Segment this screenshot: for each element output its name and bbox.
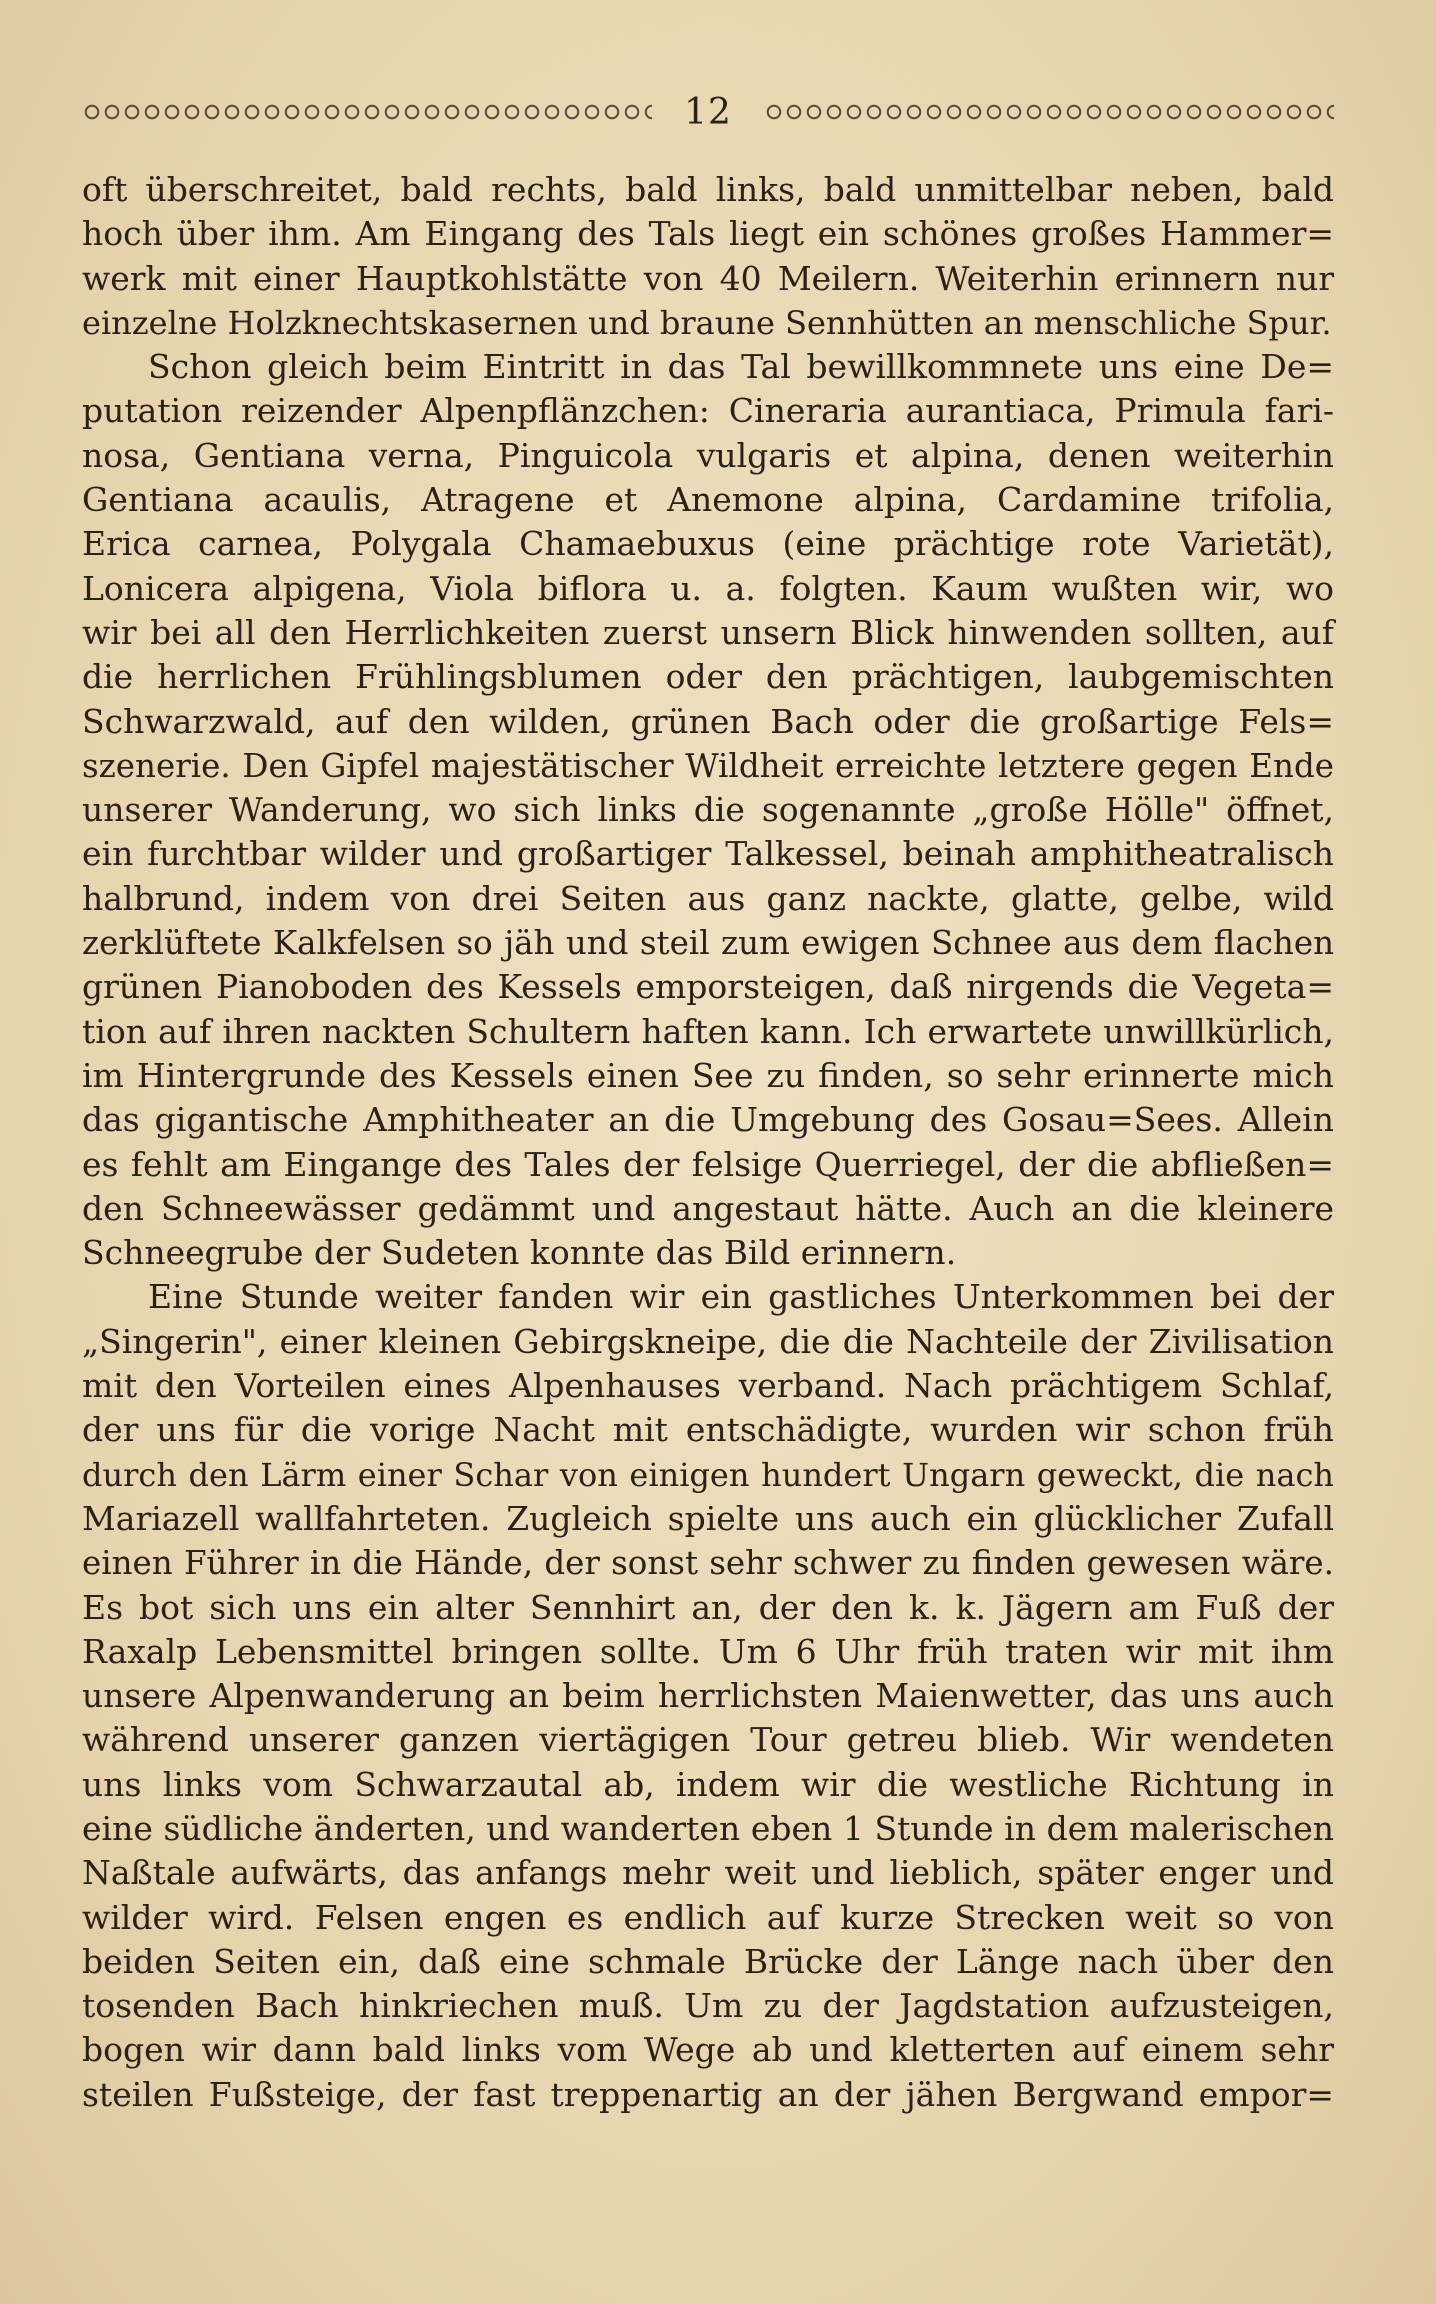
text-line: es fehlt am Eingange des Tales der felsige Querriegel, der die abfließen=	[82, 1144, 1334, 1184]
running-header	[82, 92, 1334, 132]
text-line: oft überschreitet, bald rechts, bald links, bald unmittelbar neben, bald	[82, 170, 1334, 209]
text-line: eine südliche änderten, und wanderten eben 1 Stunde in dem malerischen	[82, 1808, 1334, 1848]
text-line: werk mit einer Hauptkohlstätte von 40 Meilern. Weiterhin erinnern nur	[82, 258, 1334, 298]
text-line: einzelne Holzknechtskasernen und braune Sennhütten an menschliche Spur.	[82, 303, 1332, 342]
text-line: Gentiana acaulis, Atragene et Anemone alpina, Cardamine trifolia,	[82, 480, 1334, 520]
text-line: einen Führer in die Hände, der sonst sehr schwer zu finden gewesen wäre.	[82, 1544, 1334, 1583]
text-line: putation reizender Alpenpflänzchen: Cineraria aurantiaca, Primula fari-	[82, 391, 1334, 431]
text-line: Erica carnea, Polygala Chamaebuxus (eine prächtige rote Varietät),	[82, 524, 1334, 564]
text-line: der uns für die vorige Nacht mit entschädigte, wurden wir schon früh	[82, 1410, 1334, 1450]
text-line: Lonicera alpigena, Viola biflora u. a. folgten. Kaum wußten wir, wo	[82, 568, 1334, 608]
text-line: Schon gleich beim Eintritt in das Tal bewillkommnete uns eine De=	[148, 347, 1334, 387]
text-line: zerklüftete Kalkfelsen so jäh und steil zum ewigen Schnee aus dem flachen	[82, 924, 1334, 963]
text-line: hoch über ihm. Am Eingang des Tals liegt ein schönes großes Hammer=	[82, 214, 1334, 254]
text-line: grünen Pianoboden des Kessels emporsteigen, daß nirgends die Vegeta=	[82, 967, 1334, 1007]
text-line: beiden Seiten ein, daß eine schmale Brücke der Länge nach über den	[82, 1941, 1334, 1981]
text-line: tosenden Bach hinkriechen muß. Um zu der Jagdstation aufzusteigen,	[82, 1986, 1334, 2026]
body-text	[82, 168, 1334, 2117]
text-line: Naßtale aufwärts, das anfangs mehr weit und lieblich, später enger und	[82, 1853, 1334, 1893]
text-line: steilen Fußsteige, der fast treppenartig an der jähen Bergwand empor=	[82, 2074, 1334, 2114]
text-line: halbrund, indem von drei Seiten aus ganz nackte, glatte, gelbe, wild	[82, 878, 1334, 918]
text-line: unsere Alpenwanderung an beim herrlichsten Maienwetter, das uns auch	[82, 1676, 1334, 1716]
text-line: bogen wir dann bald links vom Wege ab und kletterten auf einem sehr	[82, 2030, 1334, 2070]
right-ornament-border	[764, 99, 1334, 125]
text-line: nosa, Gentiana verna, Pinguicola vulgaris et alpina, denen weiterhin	[82, 435, 1334, 475]
text-line: wir bei all den Herrlichkeiten zuerst unsern Blick hinwenden sollten, auf	[82, 612, 1334, 652]
text-line: ein furchtbar wilder und großartiger Talkessel, beinah amphitheatralisch	[82, 834, 1334, 874]
text-line: den Schneewässer gedämmt und angestaut hätte. Auch an die kleinere	[82, 1188, 1334, 1228]
text-line: durch den Lärm einer Schar von einigen hundert Ungarn geweckt, die nach	[82, 1455, 1334, 1494]
left-ornament-border	[82, 99, 652, 125]
page-number: 12	[684, 91, 732, 133]
text-line: szenerie. Den Gipfel majestätischer Wildheit erreichte letztere gegen Ende	[82, 746, 1334, 785]
text-line: unserer Wanderung, wo sich links die sogenannte „große Hölle" öffnet,	[82, 790, 1334, 830]
text-line: die herrlichen Frühlingsblumen oder den prächtigen, laubgemischten	[82, 657, 1334, 697]
text-line: Schneegrube der Sudeten konnte das Bild erinnern.	[82, 1233, 957, 1273]
text-line: Schwarzwald, auf den wilden, grünen Bach oder die großartige Fels=	[82, 701, 1334, 741]
text-line: während unserer ganzen viertägigen Tour getreu blieb. Wir wendeten	[82, 1720, 1334, 1760]
text-line: im Hintergrunde des Kessels einen See zu finden, so sehr erinnerte mich	[82, 1055, 1334, 1095]
text-line: uns links vom Schwarzautal ab, indem wir die westliche Richtung in	[82, 1764, 1334, 1804]
text-line: das gigantische Amphitheater an die Umgebung des Gosau=Sees. Allein	[82, 1100, 1334, 1140]
text-line: Es bot sich uns ein alter Sennhirt an, der den k. k. Jägern am Fuß der	[82, 1587, 1334, 1627]
text-line: Raxalp Lebensmittel bringen sollte. Um 6 Uhr früh traten wir mit ihm	[82, 1631, 1334, 1671]
text-line: Eine Stunde weiter fanden wir ein gastliches Unterkommen bei der	[148, 1277, 1334, 1317]
text-line: Mariazell wallfahrteten. Zugleich spielte uns auch ein glücklicher Zufall	[82, 1498, 1334, 1538]
text-line: wilder wird. Felsen engen es endlich auf kurze Strecken weit so von	[82, 1897, 1334, 1937]
text-line: tion auf ihren nackten Schultern haften kann. Ich erwartete unwillkürlich,	[82, 1011, 1334, 1051]
text-line: „Singerin", einer kleinen Gebirgskneipe, die die Nachteile der Zivilisation	[82, 1321, 1334, 1361]
text-line: mit den Vorteilen eines Alpenhauses verband. Nach prächtigem Schlaf,	[82, 1366, 1334, 1406]
